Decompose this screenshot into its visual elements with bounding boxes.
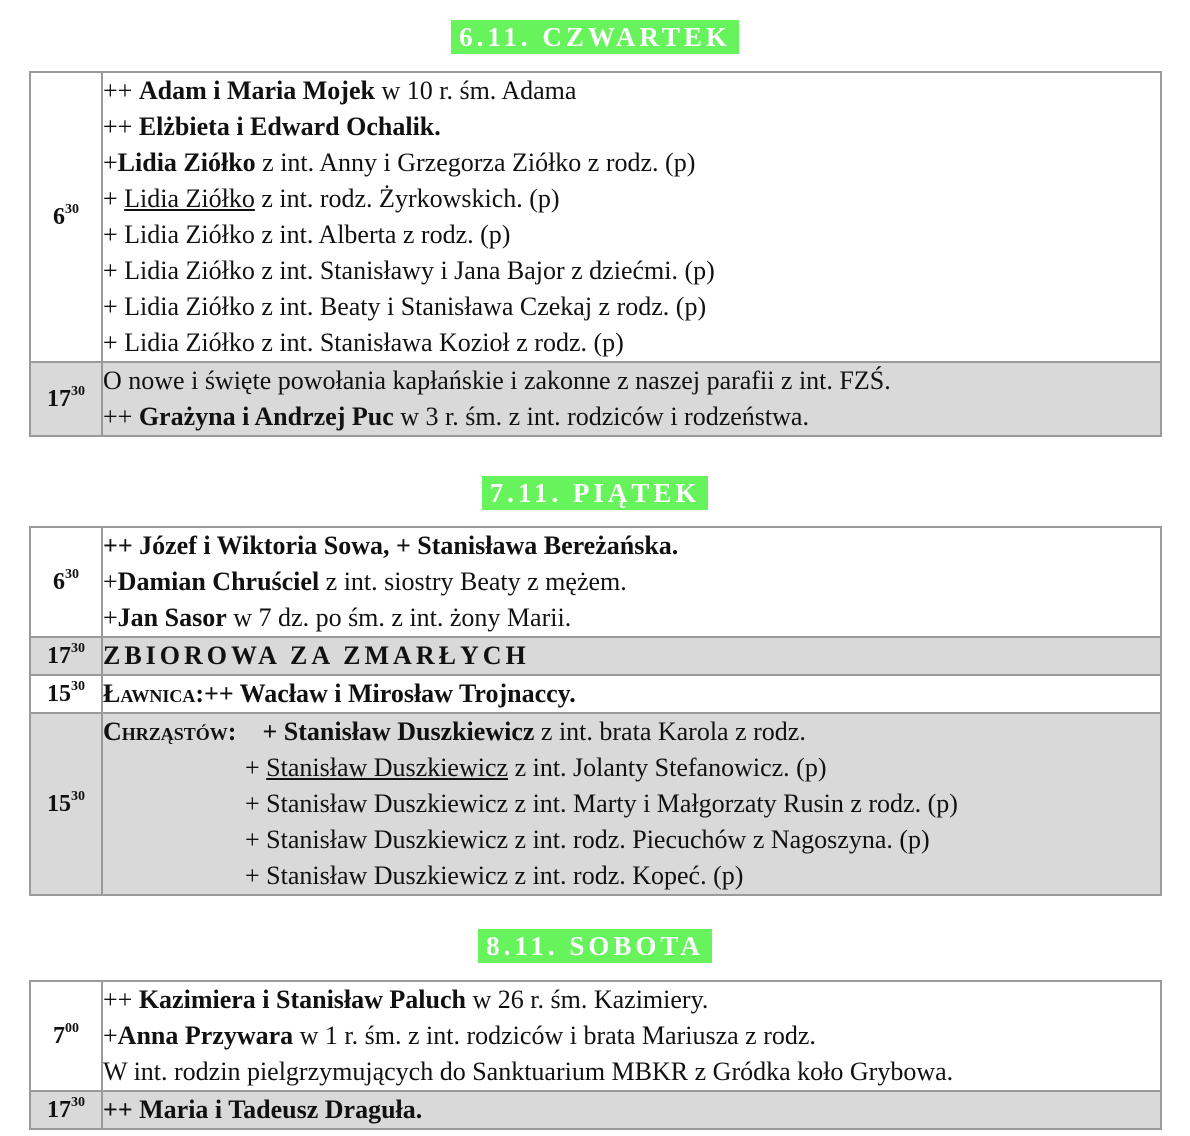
intention-text: + <box>103 148 118 177</box>
intentions-cell <box>102 362 1161 436</box>
intention-text: + <box>245 753 267 782</box>
day-header: 8.11. SOBOTA <box>478 929 712 963</box>
intention-line <box>103 528 1160 564</box>
mass-time-hour: 15 <box>47 790 71 817</box>
mass-time-hour: 17 <box>47 385 71 412</box>
intention-text: ++ <box>103 985 139 1014</box>
intention-text: + <box>103 567 118 596</box>
intentions-cell <box>102 527 1161 637</box>
schedule-table-saturday <box>29 980 1162 1130</box>
intention-line <box>103 564 1160 600</box>
intention-line <box>103 253 1160 289</box>
mass-time-minutes: 30 <box>71 383 85 399</box>
intention-text: Jan Sasor <box>117 603 227 632</box>
intention-line <box>103 786 1160 822</box>
mass-time <box>30 1091 102 1129</box>
intention-text: ZBIOROWA ZA ZMARŁYCH <box>103 641 530 670</box>
schedule-row <box>30 72 1161 362</box>
mass-time <box>30 637 102 675</box>
intention-line <box>103 181 1160 217</box>
intention-text: Elżbieta i Edward Ochalik. <box>138 112 441 141</box>
intention-text: Kazimiera i Stanisław Paluch <box>138 985 466 1014</box>
mass-time-hour: 17 <box>47 642 71 669</box>
intention-text <box>236 717 262 746</box>
day-header: 6.11. CZWARTEK <box>451 20 739 54</box>
mass-time-minutes: 30 <box>71 640 85 656</box>
intention-text: Adam i Maria Mojek <box>138 76 375 105</box>
intention-text: z int. brata Karola z rodz. <box>534 717 806 746</box>
intention-text: Anna Przywara <box>117 1021 294 1050</box>
intention-text: + <box>103 603 118 632</box>
intentions-cell <box>102 1091 1161 1129</box>
intention-text: z int. Anny i Grzegorza Ziółko z rodz. (p) <box>255 148 696 177</box>
mass-time <box>30 72 102 362</box>
intention-text: + Stanisław Duszkiewicz z int. rodz. Kopeć. (p) <box>245 861 744 890</box>
intention-text: ++ Maria i Tadeusz Draguła. <box>103 1095 423 1124</box>
intention-text: Lidia Ziółko <box>124 184 255 213</box>
intention-text: W int. rodzin pielgrzymujących do Sanktuarium MBKR z Gródka koło Grybowa. <box>103 1057 954 1086</box>
intention-line <box>103 1092 1160 1128</box>
intentions-cell <box>102 72 1161 362</box>
intention-line <box>103 600 1160 636</box>
intention-line <box>103 109 1160 145</box>
day-section-friday <box>0 476 1190 510</box>
intention-text: ++ Józef i Wiktoria Sowa, + Stanisława Bereżańska. <box>103 531 679 560</box>
intention-line <box>103 325 1160 361</box>
intention-line <box>103 289 1160 325</box>
intention-text: Damian Chruściel <box>117 567 320 596</box>
schedule-row <box>30 981 1161 1091</box>
mass-time <box>30 675 102 713</box>
day-section-thursday <box>0 20 1190 54</box>
intention-line <box>103 399 1160 435</box>
location-label: Chrząstów: <box>103 717 237 746</box>
intention-text: ++ Wacław i Mirosław Trojnaccy. <box>204 679 576 708</box>
intention-text: + Lidia Ziółko z int. Stanisława Kozioł z rodz. (p) <box>103 328 624 357</box>
intention-text: + Lidia Ziółko z int. Alberta z rodz. (p) <box>103 220 511 249</box>
intention-text: w 7 dz. po śm. z int. żony Marii. <box>226 603 572 632</box>
intention-text: ++ <box>103 402 139 431</box>
mass-time-minutes: 00 <box>65 1020 79 1036</box>
schedule-table-thursday <box>29 71 1162 437</box>
day-section-saturday <box>0 929 1190 963</box>
intention-line <box>103 714 1160 750</box>
day-header: 7.11. PIĄTEK <box>482 476 709 510</box>
mass-time-minutes: 30 <box>71 788 85 804</box>
intention-text: + <box>103 1021 118 1050</box>
mass-time <box>30 713 102 895</box>
mass-time-hour: 17 <box>47 1096 71 1123</box>
intention-text: ++ <box>103 112 139 141</box>
schedule-row <box>30 527 1161 637</box>
mass-time-hour: 6 <box>53 203 65 230</box>
intentions-cell <box>102 675 1161 713</box>
intention-text: w 1 r. śm. z int. rodziców i brata Mariusza z rodz. <box>293 1021 816 1050</box>
intention-text: + Lidia Ziółko z int. Stanisławy i Jana Bajor z dziećmi. (p) <box>103 256 715 285</box>
intention-text: w 3 r. śm. z int. rodziców i rodzeństwa. <box>393 402 809 431</box>
intention-line <box>103 217 1160 253</box>
mass-time <box>30 527 102 637</box>
intention-text: z int. siostry Beaty z mężem. <box>319 567 627 596</box>
intention-line <box>103 676 1160 712</box>
intention-line <box>103 1018 1160 1054</box>
intention-line <box>103 750 1160 786</box>
intention-text: w 26 r. śm. Kazimiery. <box>466 985 709 1014</box>
intention-line <box>103 982 1160 1018</box>
mass-time-hour: 15 <box>47 680 71 707</box>
intention-text: + Stanisław Duszkiewicz z int. Marty i Małgorzaty Rusin z rodz. (p) <box>245 789 958 818</box>
intention-line <box>103 638 1160 674</box>
intention-text: Grażyna i Andrzej Puc <box>138 402 394 431</box>
intention-line <box>103 858 1160 894</box>
intention-text: + <box>103 184 125 213</box>
intention-text: ++ <box>103 76 139 105</box>
mass-time <box>30 362 102 436</box>
schedule-row <box>30 637 1161 675</box>
mass-time-minutes: 30 <box>65 201 79 217</box>
schedule-row <box>30 675 1161 713</box>
intentions-cell <box>102 637 1161 675</box>
mass-time-hour: 7 <box>53 1022 65 1049</box>
intention-text: Stanisław Duszkiewicz <box>266 753 509 782</box>
intention-text: O nowe i święte powołania kapłańskie i zakonne z naszej parafii z int. FZŚ. <box>103 366 891 395</box>
schedule-row <box>30 362 1161 436</box>
intention-text: + Stanisław Duszkiewicz <box>262 717 535 746</box>
intention-text: Lidia Ziółko <box>117 148 256 177</box>
intentions-cell <box>102 981 1161 1091</box>
intention-line <box>103 73 1160 109</box>
intentions-cell <box>102 713 1161 895</box>
schedule-row <box>30 713 1161 895</box>
schedule-table-friday <box>29 526 1162 896</box>
schedule-row <box>30 1091 1161 1129</box>
mass-time-minutes: 30 <box>71 678 85 694</box>
intention-text: + Stanisław Duszkiewicz z int. rodz. Piecuchów z Nagoszyna. (p) <box>245 825 930 854</box>
intention-line <box>103 1054 1160 1090</box>
intention-line <box>103 145 1160 181</box>
intention-line <box>103 363 1160 399</box>
intention-text: z int. rodz. Żyrkowskich. (p) <box>254 184 560 213</box>
intention-text: + Lidia Ziółko z int. Beaty i Stanisława Czekaj z rodz. (p) <box>103 292 707 321</box>
mass-time <box>30 981 102 1091</box>
intention-line <box>103 822 1160 858</box>
intention-text: z int. Jolanty Stefanowicz. (p) <box>508 753 827 782</box>
intention-text: w 10 r. śm. Adama <box>374 76 577 105</box>
location-label: Ławnica: <box>103 679 205 708</box>
mass-time-minutes: 30 <box>71 1094 85 1110</box>
mass-time-hour: 6 <box>53 568 65 595</box>
mass-time-minutes: 30 <box>65 566 79 582</box>
